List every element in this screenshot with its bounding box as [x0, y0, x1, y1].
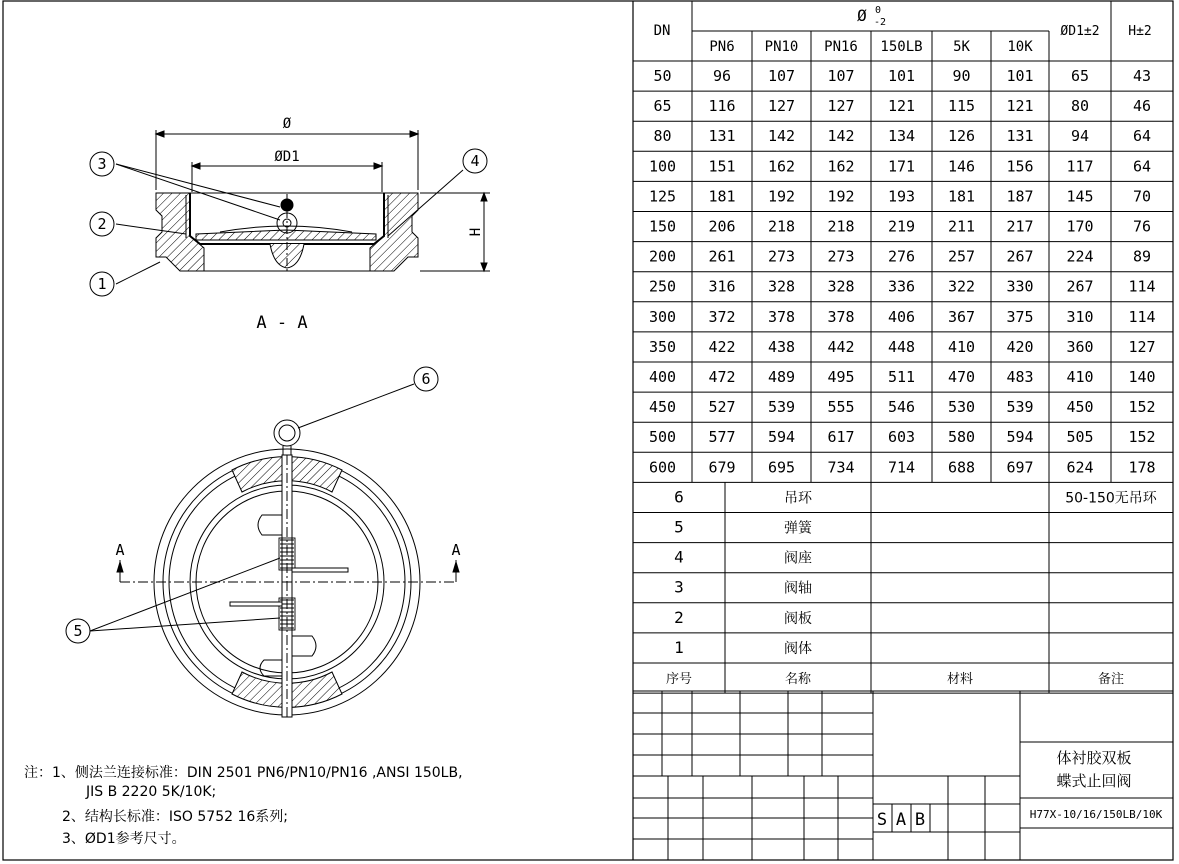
table-cell: 697: [1006, 458, 1034, 477]
table-cell: 367: [947, 307, 976, 326]
table-cell: 316: [708, 277, 736, 296]
table-cell: 156: [1006, 157, 1034, 176]
parts-header-name: 名称: [784, 672, 812, 687]
sheet-border: [3, 1, 1173, 860]
table-cell: 101: [1006, 67, 1034, 85]
table-cell: 115: [947, 97, 976, 116]
dim-h-label: H: [468, 227, 484, 237]
table-cell: 617: [827, 428, 855, 447]
callout-6-label: 6: [421, 370, 431, 388]
table-cell: 218: [767, 217, 796, 236]
table-cell: 114: [1128, 277, 1156, 296]
parts-header-material: 材料: [946, 672, 974, 687]
subheader-150lb: 150LB: [880, 39, 923, 55]
table-cell: 310: [1066, 307, 1094, 326]
table-cell: 125: [648, 187, 677, 206]
table-cell: 50: [653, 67, 672, 85]
table-cell: 146: [947, 157, 976, 176]
table-cell: 224: [1066, 247, 1094, 266]
stage-s: S: [876, 810, 888, 830]
parts-cell: 阀轴: [784, 580, 812, 597]
table-cell: 546: [887, 398, 916, 417]
table-cell: 336: [887, 277, 916, 296]
parts-cell: 阀板: [784, 610, 812, 627]
table-cell: 192: [767, 187, 796, 206]
table-cell: 555: [827, 398, 855, 417]
table-cell: 472: [708, 368, 736, 386]
table-cell: 539: [767, 398, 796, 417]
table-cell: 116: [708, 97, 736, 116]
subheader-10k: 10K: [1007, 39, 1033, 55]
table-cell: 64: [1132, 157, 1152, 176]
table-cell: 107: [827, 67, 855, 85]
table-cell: 162: [827, 157, 855, 176]
table-cell: 372: [708, 307, 736, 326]
cut-mark-left: A: [115, 541, 125, 559]
table-cell: 218: [827, 217, 855, 236]
parts-cell: 弹簧: [784, 520, 812, 537]
table-cell: 70: [1132, 187, 1152, 206]
table-cell: 150: [648, 217, 677, 236]
table-cell: 80: [1070, 97, 1090, 116]
table-cell: 378: [827, 307, 855, 326]
table-cell: 539: [1006, 398, 1034, 417]
parts-cell: 1: [674, 637, 684, 657]
table-cell: 378: [767, 307, 796, 326]
table-cell: 495: [827, 368, 855, 386]
table-cell: 438: [767, 337, 796, 356]
table-cell: 217: [1006, 217, 1034, 236]
table-cell: 107: [767, 67, 796, 85]
table-cell: 328: [767, 277, 796, 296]
table-cell: 200: [648, 247, 677, 266]
parts-cell: 6: [674, 487, 684, 507]
table-cell: 152: [1128, 398, 1156, 417]
table-cell: 76: [1132, 217, 1152, 236]
table-cell: 527: [708, 398, 736, 417]
table-cell: 714: [887, 458, 916, 477]
table-cell: 114: [1128, 307, 1156, 326]
table-cell: 126: [947, 127, 976, 146]
table-cell: 170: [1066, 217, 1094, 236]
parts-cell: 吊环: [784, 490, 812, 507]
title-line-1: 体衬胶双板: [1056, 749, 1132, 767]
table-cell: 127: [827, 97, 855, 116]
table-cell: 80: [653, 127, 672, 146]
table-cell: 181: [708, 187, 736, 206]
table-cell: 511: [887, 368, 916, 386]
table-cell: 127: [1128, 337, 1156, 356]
parts-cell: 3: [674, 577, 684, 597]
table-cell: 131: [708, 127, 736, 146]
parts-cell: 4: [674, 547, 684, 567]
table-cell: 530: [947, 398, 976, 417]
table-cell: 142: [767, 127, 796, 146]
table-cell: 94: [1070, 127, 1090, 146]
table-cell: 192: [827, 187, 855, 206]
table-cell: 142: [827, 127, 855, 146]
table-cell: 442: [827, 337, 855, 356]
table-cell: 101: [887, 67, 916, 85]
table-cell: 100: [648, 157, 677, 176]
table-cell: 577: [708, 428, 736, 447]
table-cell: 328: [827, 277, 855, 296]
table-cell: 117: [1066, 157, 1094, 176]
section-view: [116, 130, 490, 284]
front-view: [90, 384, 459, 717]
parts-cell: 5: [674, 517, 684, 537]
table-cell: 624: [1066, 458, 1094, 477]
section-label: A - A: [256, 313, 308, 333]
table-cell: 187: [1006, 187, 1034, 206]
table-cell: 483: [1006, 368, 1034, 386]
table-cell: 450: [1066, 398, 1094, 417]
subheader-pn16: PN16: [824, 39, 858, 55]
note-line-2: JIS B 2220 5K/10K;: [86, 784, 217, 800]
table-cell: 688: [947, 458, 976, 477]
subheader-pn6: PN6: [709, 39, 735, 55]
table-cell: 121: [887, 97, 916, 116]
table-cell: 171: [887, 157, 916, 176]
table-cell: 127: [767, 97, 796, 116]
header-d1: ØD1±2: [1060, 24, 1100, 39]
callout-3-label: 3: [97, 155, 107, 173]
table-cell: 600: [648, 458, 677, 477]
parts-header-no: 序号: [665, 672, 693, 687]
parts-cell: 阀座: [784, 550, 812, 567]
table-cell: 489: [767, 368, 796, 386]
table-cell: 151: [708, 157, 736, 176]
model-number: H77X-10/16/150LB/10K: [1029, 808, 1163, 821]
table-cell: 470: [947, 368, 976, 386]
table-cell: 152: [1128, 428, 1156, 447]
parts-cell: 50-150无吊环: [1065, 490, 1157, 507]
table-cell: 410: [947, 337, 976, 356]
subheader-5k: 5K: [953, 39, 970, 55]
table-cell: 410: [1066, 368, 1094, 386]
header-phi: Ø: [857, 6, 867, 25]
table-cell: 594: [767, 428, 796, 447]
table-cell: 90: [952, 67, 971, 85]
callout-1-label: 1: [97, 275, 107, 293]
stage-b: B: [914, 810, 926, 830]
table-cell: 350: [648, 337, 677, 356]
header-phi-tol-upper: 0: [874, 5, 882, 16]
table-cell: 64: [1132, 127, 1152, 146]
table-cell: 273: [767, 247, 796, 266]
table-cell: 181: [947, 187, 976, 206]
parts-list: [633, 482, 1173, 693]
table-cell: 134: [887, 127, 916, 146]
table-cell: 273: [827, 247, 855, 266]
table-cell: 580: [947, 428, 976, 447]
table-cell: 261: [708, 247, 736, 266]
table-cell: 193: [887, 187, 916, 206]
title-line-2: 蝶式止回阀: [1056, 772, 1132, 790]
table-cell: 734: [827, 458, 855, 477]
dim-phi-d1-label: ØD1: [274, 149, 300, 165]
table-cell: 330: [1006, 277, 1034, 296]
table-cell: 276: [887, 247, 916, 266]
table-cell: 450: [648, 398, 677, 417]
note-line-4: 3、ØD1参考尺寸。: [62, 831, 186, 847]
table-cell: 505: [1066, 428, 1094, 447]
table-cell: 65: [653, 97, 672, 116]
table-cell: 178: [1128, 458, 1156, 477]
callout-5-label: 5: [73, 622, 83, 640]
subheader-pn10: PN10: [764, 39, 799, 55]
table-cell: 162: [767, 157, 796, 176]
table-cell: 400: [648, 368, 677, 386]
header-h: H±2: [1128, 24, 1152, 39]
parts-cell: 阀体: [784, 640, 812, 657]
table-cell: 500: [648, 428, 677, 447]
table-cell: 46: [1132, 97, 1152, 116]
note-line-3: 2、结构长标准：ISO 5752 16系列;: [62, 809, 289, 825]
table-cell: 300: [648, 307, 677, 326]
header-dn: DN: [653, 23, 671, 39]
table-cell: 89: [1132, 247, 1152, 266]
table-cell: 43: [1132, 67, 1152, 85]
table-cell: 257: [947, 247, 976, 266]
table-cell: 695: [767, 458, 796, 477]
table-cell: 206: [708, 217, 736, 236]
table-cell: 140: [1128, 368, 1156, 386]
table-cell: 65: [1070, 67, 1090, 85]
table-cell: 211: [947, 217, 976, 236]
callout-4-label: 4: [470, 152, 480, 170]
table-cell: 375: [1006, 307, 1034, 326]
table-cell: 594: [1006, 428, 1034, 447]
parts-header-remark: 备注: [1097, 672, 1125, 687]
table-cell: 422: [708, 337, 736, 356]
header-phi-tol-lower: -2: [873, 17, 887, 28]
note-line-1: 注：1、侧法兰连接标准：DIN 2501 PN6/PN10/PN16 ,ANSI 150LB,: [24, 765, 463, 781]
table-cell: 250: [648, 277, 677, 296]
table-cell: 219: [887, 217, 916, 236]
parts-cell: 2: [674, 607, 684, 627]
table-cell: 420: [1006, 337, 1034, 356]
table-cell: 406: [887, 307, 916, 326]
table-cell: 603: [887, 428, 916, 447]
stage-a: A: [895, 810, 907, 830]
table-cell: 448: [887, 337, 916, 356]
table-cell: 121: [1006, 97, 1034, 116]
table-cell: 267: [1066, 277, 1094, 296]
table-cell: 322: [947, 277, 976, 296]
table-cell: 360: [1066, 337, 1094, 356]
dim-phi-label: Ø: [282, 116, 292, 132]
cut-mark-right: A: [451, 541, 461, 559]
table-cell: 131: [1006, 127, 1034, 146]
table-cell: 145: [1066, 187, 1094, 206]
table-cell: 96: [712, 67, 732, 85]
callout-2-label: 2: [97, 215, 107, 233]
table-cell: 267: [1006, 247, 1034, 266]
table-cell: 679: [708, 458, 736, 477]
